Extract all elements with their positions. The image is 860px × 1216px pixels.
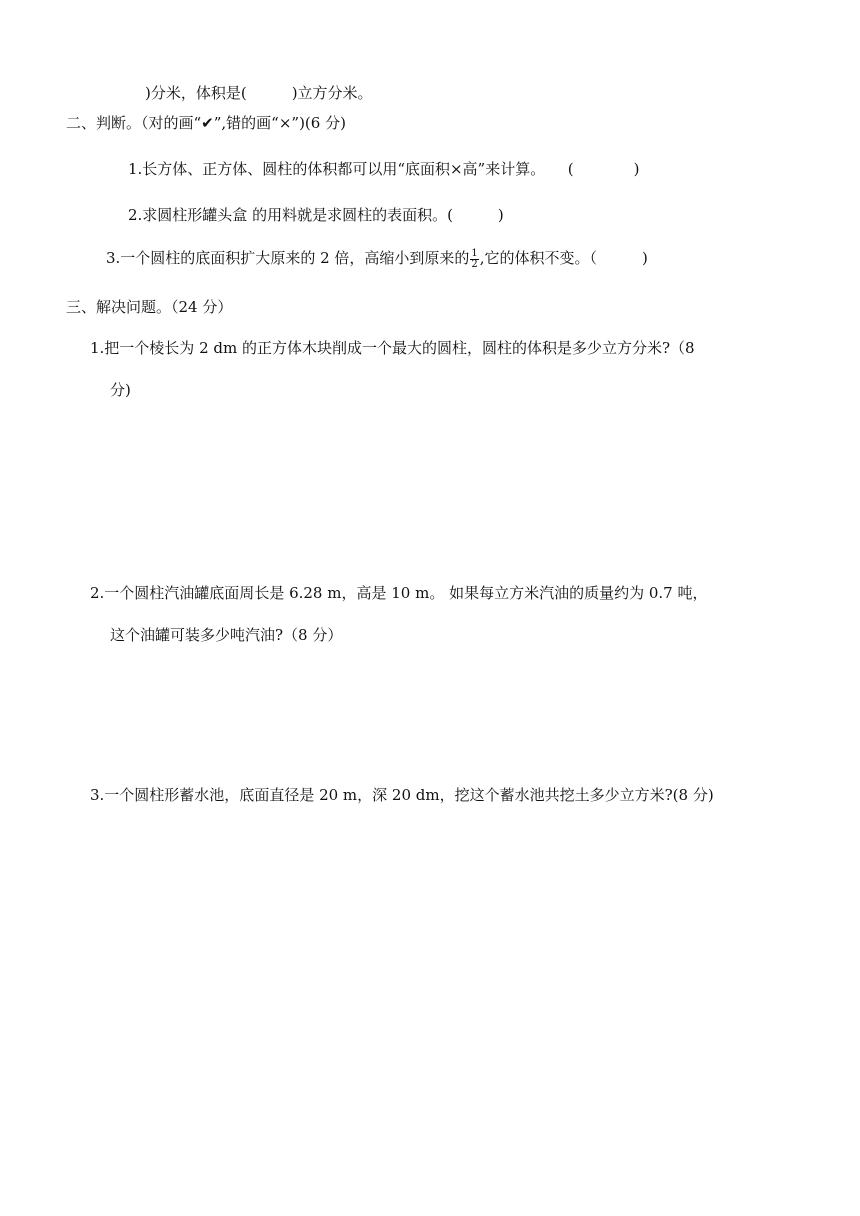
judgment-item-2: 2.求圆柱形罐头盒 的用料就是求圆柱的表面积。( ) [128, 206, 504, 224]
judgment-item-3 [106, 248, 648, 270]
fill-blank-continuation: )分米，体积是( )立方分米。 [145, 84, 373, 102]
problem-1-line-1: 1.把一个棱长为 2 dm 的正方体木块削成一个最大的圆柱，圆柱的体积是多少立方分米?（8 [90, 339, 695, 357]
fraction-numerator: 1 [471, 247, 478, 259]
problem-2-line-2: 这个油罐可装多少吨汽油?（8 分） [110, 626, 343, 644]
problem-3-line-1: 3.一个圆柱形蓄水池，底面直径是 20 m，深 20 dm，挖这个蓄水池共挖土多少立方米?(8 分) [90, 786, 714, 804]
judgment-item-3-text-before: 3.一个圆柱的底面积扩大原来的 2 倍，高缩小到原来的 [106, 249, 470, 267]
judgment-item-1: 1.长方体、正方体、圆柱的体积都可以用“底面积×高”来计算。 ( ) [128, 160, 640, 178]
section-3-heading: 三、解决问题。（24 分） [66, 298, 233, 316]
fraction-one-half [470, 249, 478, 270]
problem-1-line-2: 分) [110, 381, 131, 399]
fraction-denominator: 2 [471, 258, 478, 270]
problem-2-line-1: 2.一个圆柱汽油罐底面周长是 6.28 m，高是 10 m。 如果每立方米汽油的质量约为 0.7 吨， [90, 584, 708, 602]
judgment-item-3-text-after: ,它的体积不变。（ ) [479, 249, 648, 267]
section-2-heading: 二、判断。（对的画“✔”,错的画“×”)(6 分) [66, 114, 346, 132]
